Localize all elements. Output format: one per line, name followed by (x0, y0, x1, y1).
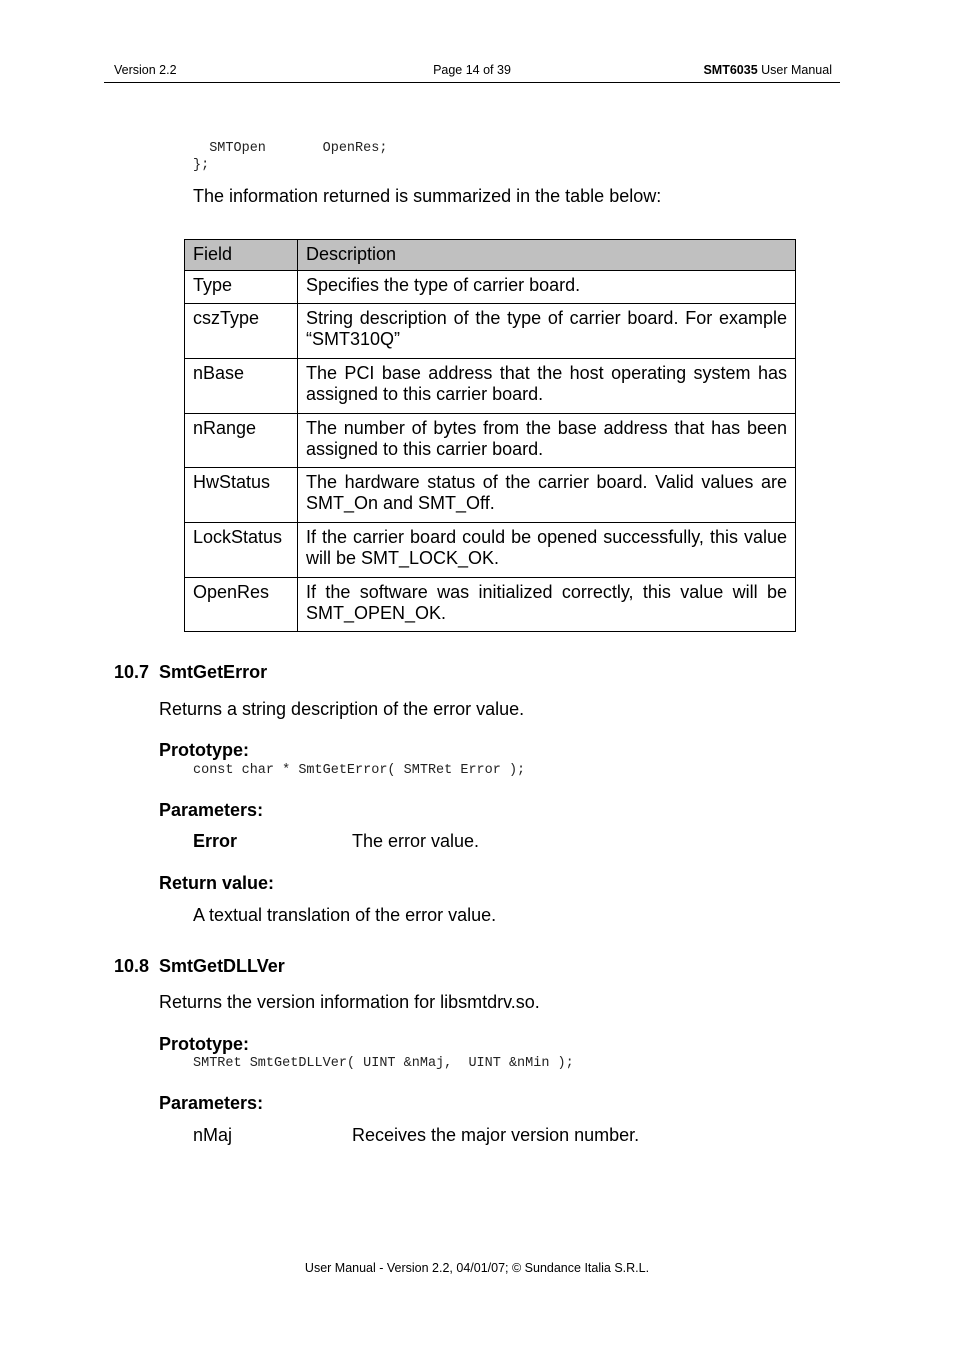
col-header-field: Field (185, 240, 298, 271)
page-footer: User Manual - Version 2.2, 04/01/07; © Sundance Italia S.R.L. (304, 1261, 650, 1275)
description-cell: String description of the type of carrier board. For example “SMT310Q” (298, 304, 796, 359)
table-header-row (185, 240, 796, 271)
description-cell: The number of bytes from the base address that has been assigned to this carrier board. (298, 414, 796, 468)
description-cell: The hardware status of the carrier board. Valid values are SMT_On and SMT_Off. (298, 468, 796, 523)
field-cell: HwStatus (185, 468, 298, 523)
header-version: Version 2.2 (114, 63, 177, 77)
section-description: Returns a string description of the error value. (159, 699, 525, 719)
header-doc-suffix: User Manual (757, 63, 832, 77)
section-title: SmtGetError (159, 662, 268, 682)
section-heading-10-8 (114, 956, 285, 977)
table-row (185, 359, 796, 414)
section-title: SmtGetDLLVer (159, 956, 285, 976)
prototype-code: SMTRet SmtGetDLLVer( UINT &nMaj, UINT &nMin ); (193, 1056, 574, 1071)
prototype-label: Prototype: (159, 740, 249, 760)
description-cell: If the software was initialized correctly, this value will be SMT_OPEN_OK. (298, 578, 796, 632)
table-intro: The information returned is summarized in the table below: (193, 186, 662, 206)
description-cell: The PCI base address that the host operating system has assigned to this carrier board. (298, 359, 796, 414)
field-cell: OpenRes (185, 578, 298, 632)
field-cell: nRange (185, 414, 298, 468)
header-doc-title (703, 63, 832, 77)
table-row (185, 414, 796, 468)
table-row (185, 578, 796, 632)
table-row (185, 304, 796, 359)
return-value-description: A textual translation of the error value. (193, 905, 497, 925)
page-header (104, 60, 840, 83)
header-doc-code: SMT6035 (703, 63, 758, 77)
param-name: nMaj (193, 1125, 233, 1145)
section-number: 10.8 (114, 956, 150, 976)
parameters-label: Parameters: (159, 1093, 264, 1113)
field-cell: Type (185, 271, 298, 304)
field-cell: cszType (185, 304, 298, 359)
code-struct-end-line1: SMTOpen OpenRes; (193, 141, 388, 156)
section-description: Returns the version information for libsmtdrv.so. (159, 992, 540, 1012)
parameters-label: Parameters: (159, 800, 264, 820)
prototype-label: Prototype: (159, 1034, 249, 1054)
fields-table (184, 239, 796, 632)
table-row (185, 523, 796, 578)
header-page-number: Page 14 of 39 (433, 63, 511, 77)
col-header-description: Description (298, 240, 796, 271)
section-heading-10-7 (114, 662, 267, 683)
field-cell: nBase (185, 359, 298, 414)
prototype-code: const char * SmtGetError( SMTRet Error ); (193, 763, 526, 778)
table-row (185, 271, 796, 304)
param-name: Error (193, 831, 238, 851)
code-struct-end-line2: }; (193, 158, 210, 173)
return-value-label: Return value: (159, 873, 275, 893)
field-cell: LockStatus (185, 523, 298, 578)
section-number: 10.7 (114, 662, 150, 682)
param-description: Receives the major version number. (352, 1125, 640, 1145)
description-cell: Specifies the type of carrier board. (298, 271, 796, 304)
description-cell: If the carrier board could be opened successfully, this value will be SMT_LOCK_OK. (298, 523, 796, 578)
table-row (185, 468, 796, 523)
param-description: The error value. (352, 831, 480, 851)
